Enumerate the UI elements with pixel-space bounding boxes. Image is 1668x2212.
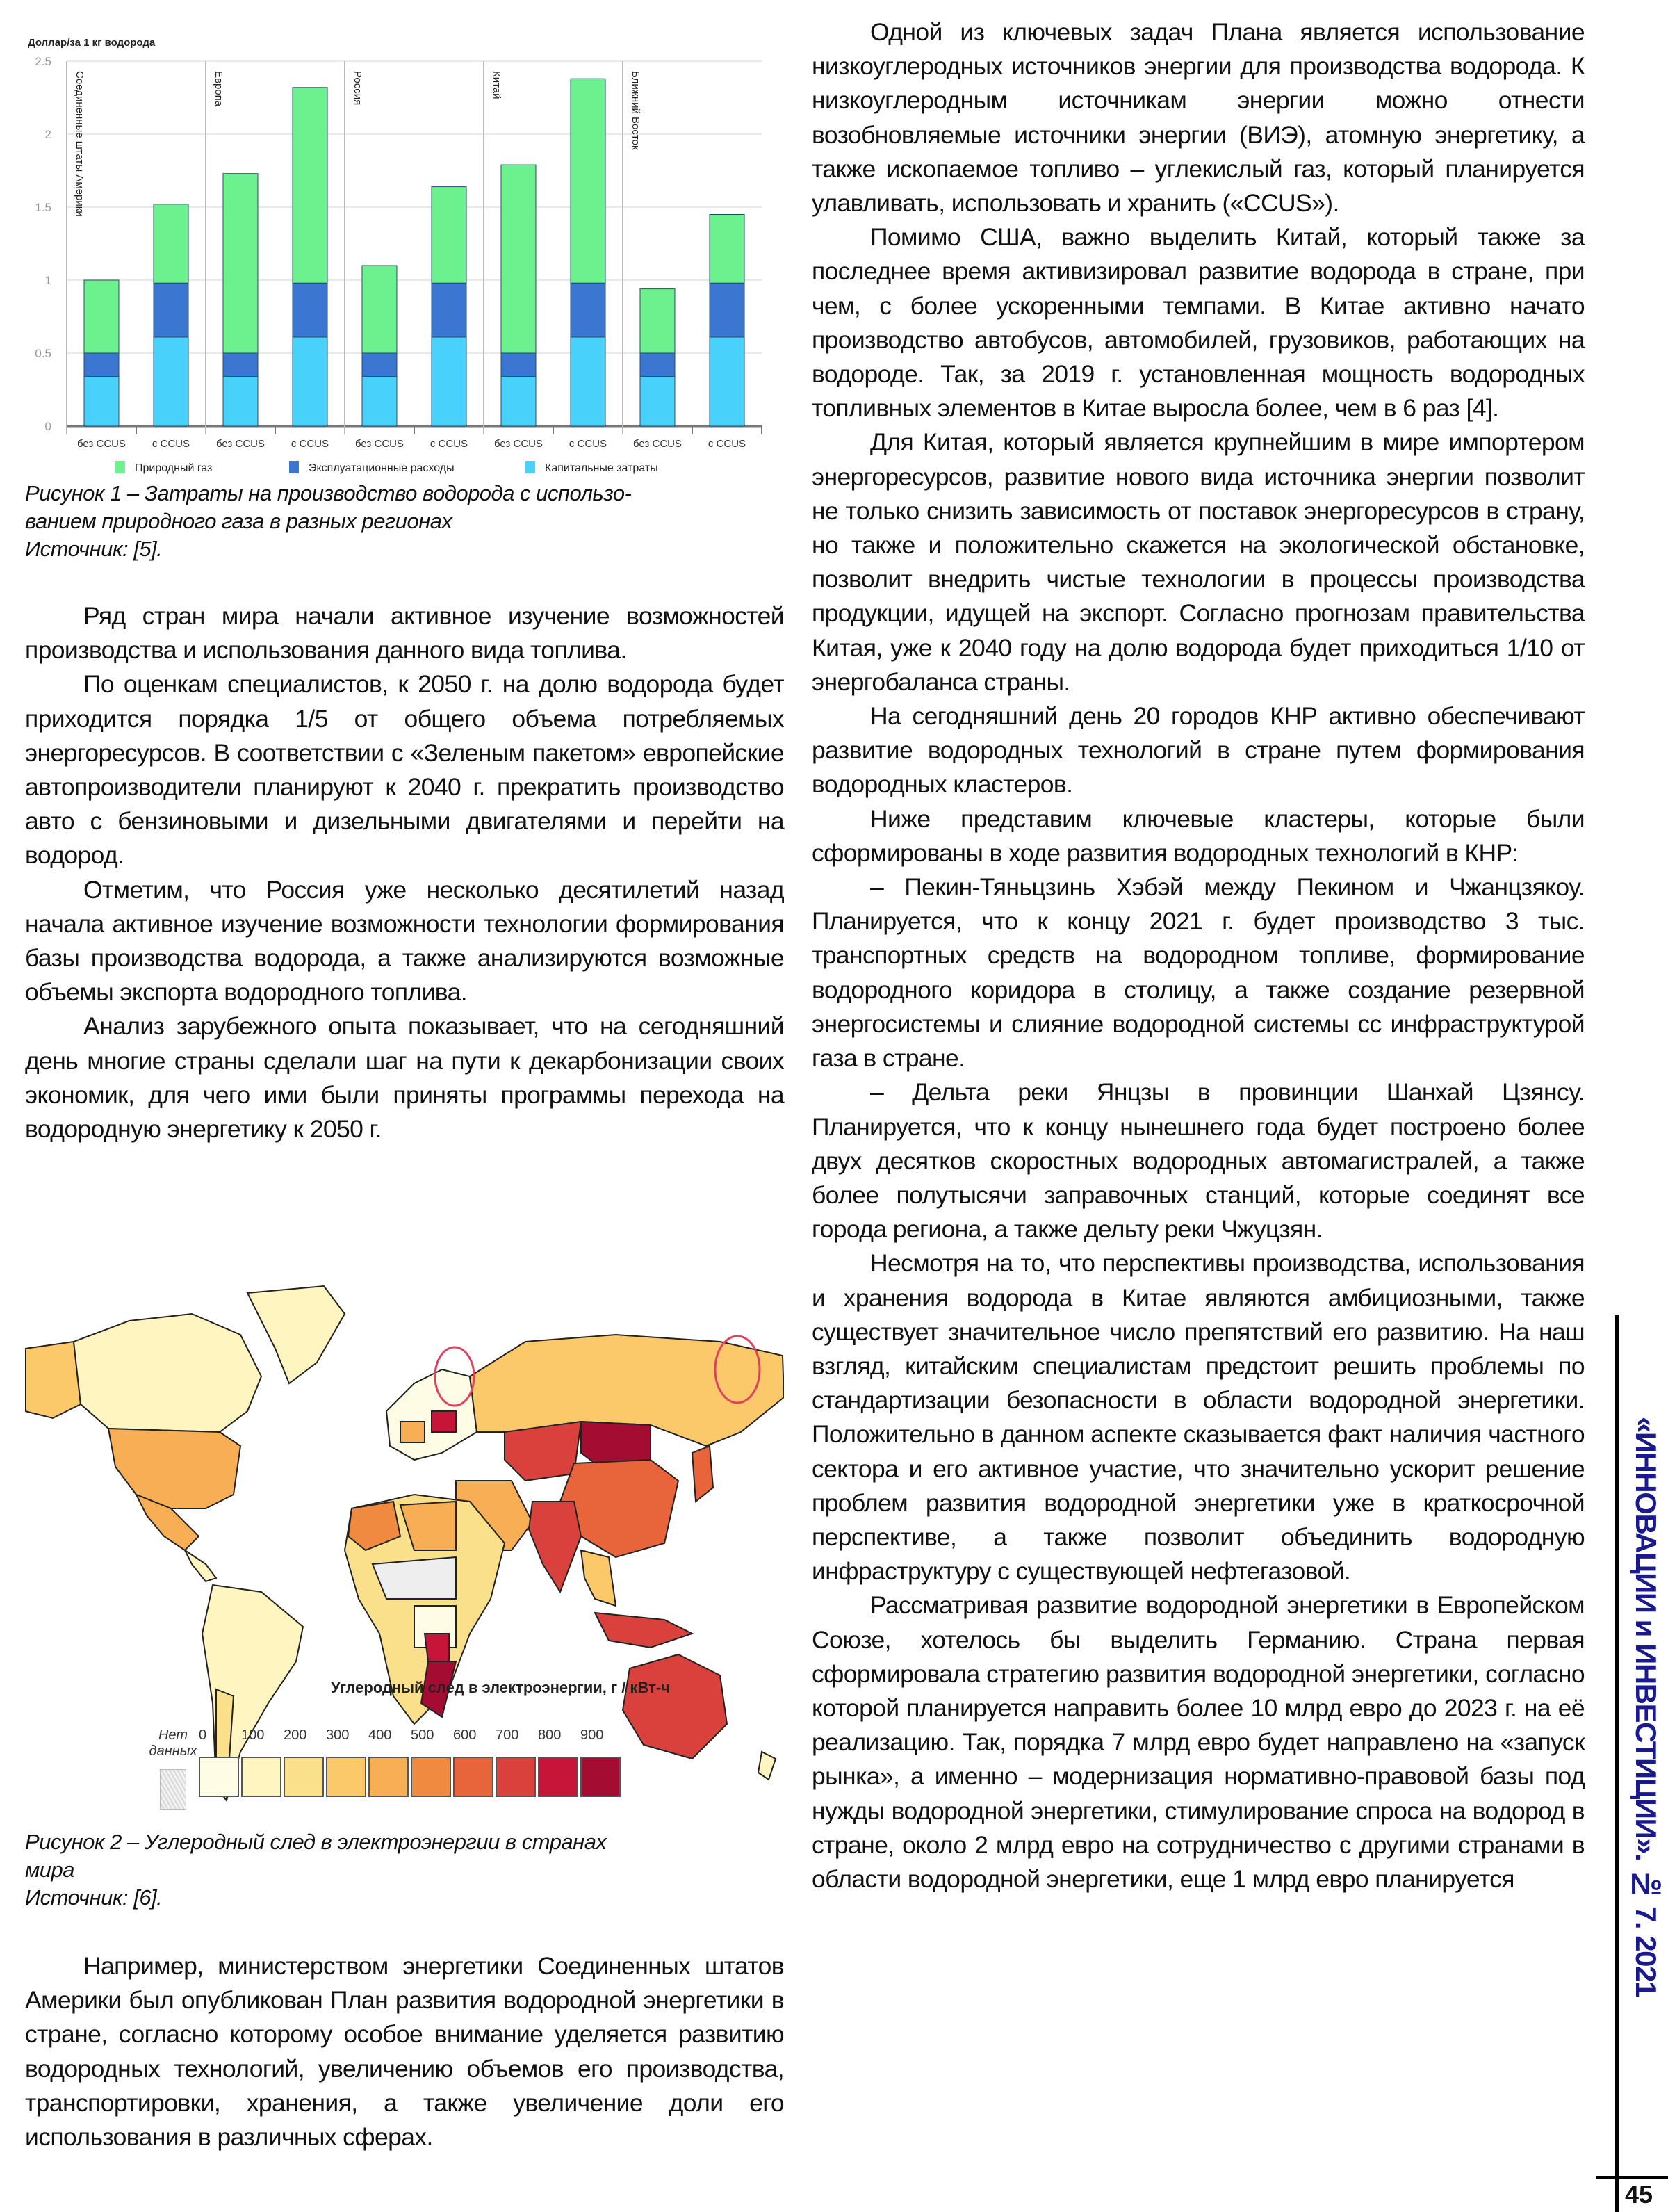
bar-segment [710, 283, 744, 337]
bar-segment [223, 377, 258, 426]
bar-segment [710, 337, 744, 426]
x-tick-label: с CCUS [430, 438, 468, 450]
paragraph: Ниже представим ключевые кластеры, которые были сформированы в ходе развития водородных технологий в КНР: [812, 804, 1585, 867]
legend-bin [411, 1727, 450, 1797]
legend-bin-swatch [538, 1757, 578, 1797]
bar-segment [571, 337, 605, 426]
bar-segment [571, 283, 605, 337]
legend-swatch [525, 461, 535, 473]
legend-bin [538, 1727, 577, 1797]
bar-segment [84, 353, 119, 377]
figure-2-source: Источник: [6]. [25, 1885, 163, 1910]
paragraph: Анализ зарубежного опыта показывает, что на сегодняшний день многие страны сделали шаг на пути к декарбонизации своих экономик, для чего ими были приняты программы перехода на водородную энергетику к 2050 г. [25, 1012, 784, 1144]
right-column [812, 15, 1585, 1896]
bar-segment [501, 353, 536, 377]
legend-bin-swatch [453, 1757, 493, 1797]
x-tick-label: с CCUS [152, 438, 190, 450]
bar-segment [84, 280, 119, 353]
legend-bin-swatch [368, 1757, 409, 1797]
legend-bin-swatch [241, 1757, 281, 1797]
bar-segment [362, 353, 397, 377]
bar-segment [640, 353, 675, 377]
y-tick-label: 0.5 [35, 347, 51, 360]
map-land [25, 1286, 784, 1800]
legend-bin [368, 1727, 407, 1797]
legend-bin-label: 900 [580, 1727, 604, 1743]
list-item: – Дельта реки Янцзы в провинции Шанхай Цзянсу. Планируется, что к концу нынешнего года будет построено более двух десятков скоростных водородных автомагистралей, а также более полутысячи заправочных станций, которые соединят все города региона, а также дельту реки Чжуцзян. [812, 1078, 1585, 1244]
paragraph: По оценкам специалистов, к 2050 г. на долю водорода будет приходится порядка 1/5 от общего объема потребляемых энергоресурсов. В соответствии с «Зеленым пакетом» европейские автопроизводители планируют к 2040 г. прекратить производство авто с бензиновыми и дизельными двигателями и перейти на водород. [25, 670, 784, 870]
region-label: Европа [213, 71, 224, 107]
bar-segment [293, 337, 327, 426]
figure-1-chart [25, 35, 784, 480]
legend-bin [241, 1727, 280, 1797]
region-label: Соединенные штаты Америки [74, 71, 85, 217]
bar-segment [154, 204, 188, 283]
bar-segment [432, 283, 466, 337]
map-legend [129, 1727, 755, 1804]
legend-bin-label: 500 [411, 1727, 434, 1743]
legend-no-data [142, 1727, 204, 1810]
y-tick-label: 0 [44, 420, 51, 433]
figure-1-caption-line-1: Рисунок 1 – Затраты на производство водорода с использо- [25, 481, 632, 505]
paragraph: Рассматривая развитие водородной энергетики в Европейском Союзе, хотелось бы выделить Германию. Страна первая сформировала стратегию развития водородной энергетики, согласно которой планируется направить более 10 млрд евро до 2023 г. на её реализацию. Так, порядка 7 млрд евро будет направлено на «запуск рынка», а именно – модернизация нормативно-правовой базы под нужды водородной энергетики, стимулирование спроса на водород в стране, около 2 млрд евро на сотрудничество с другими странами в области водородной энергетики, еще 1 млрд евро планируется [812, 1591, 1585, 1893]
bar-segment [293, 88, 327, 283]
legend-bin-label: 300 [326, 1727, 350, 1743]
bar-segment [640, 289, 675, 353]
left-text-block-2 [25, 1949, 784, 2154]
bar-segment [501, 165, 536, 353]
left-column [25, 0, 784, 2212]
list-item: – Пекин-Тяньцзинь Хэбэй между Пекином и Чжанцзякоу. Планируется, что к концу 2021 г. будет производство 3 тыс. транспортных средств на водородном топливе, формирование водородного коридора в столицу, а также создание резервной энергосистемы и слияние водородной системы сс инфраструктурой газа в стране. [812, 873, 1585, 1073]
paragraph: Помимо США, важно выделить Китай, который также за последнее время активизировал развитие водорода в стране, при чем, с более ускоренными темпами. В Китае активно начато производство автобусов, автомобилей, грузовиков, работающих на водороде. Так, за 2019 г. установленная мощность водородных топливных элементов в Китае выросла более, чем в 6 раз [4]. [812, 223, 1585, 423]
paragraph: Отметим, что Россия уже несколько десятилетий назад начала активное изучение возможности технологии формирования базы производства водорода, а также анализируются возможные объемы экспорта водородного топлива. [25, 875, 784, 1007]
region-label: Китай [491, 71, 502, 99]
bar-segment [154, 283, 188, 337]
legend-bin [496, 1727, 534, 1797]
legend-bin [453, 1727, 492, 1797]
legend-bin [580, 1727, 619, 1797]
legend-bin [284, 1727, 322, 1797]
bar-segment [571, 79, 605, 283]
paragraph: Ряд стран мира начали активное изучение возможностей производства и использования данного вида топлива. [25, 602, 784, 665]
figure-1-caption [25, 480, 784, 563]
figure-2-caption-line-1: Рисунок 2 – Углеродный след в электроэнергии в странах [25, 1830, 607, 1854]
paragraph: Одной из ключевых задач Плана является использование низкоуглеродных источников энергии для производства водорода. К низкоуглеродным источникам энергии можно отнести возобновляемые источники энергии (ВИЭ), атомную энергетику, а также ископаемое топливо – углекислый газ, который планируется улавливать, использовать и хранить («CCUS»). [812, 18, 1585, 218]
paragraph: Для Китая, который является крупнейшим в мире импортером энергоресурсов, развитие нового вида источника энергии позволит не только снизить зависимость от поставок энергоресурсов в страну, но также и положительно скажется на экологической обстановке, позволит внедрить чистые технологии в процессы производства продукции, идущей на экспорт. Согласно прогнозам правительства Китая, уже к 2040 году на долю водорода будет приходиться 1/10 от энергобаланса страны. [812, 428, 1585, 696]
map-legend-title: Углеродный след в электроэнергии, г / кВт-ч [331, 1679, 670, 1696]
journal-title-text: «ИННОВАЦИИ и ИНВЕСТИЦИИ». № 7. 2021 [1630, 1417, 1662, 1997]
legend-bin [199, 1727, 238, 1797]
paragraph: Например, министерством энергетики Соединенных штатов Америки был опубликован План развития водородной энергетики в стране, согласно которому особое внимание уделяется развитию водородных технологий, увеличению объемов его производства, транспортировки, хранения, а также увеличение доли его использования в различных сферах. [25, 1952, 784, 2152]
legend-bin-label: 100 [241, 1727, 265, 1743]
bar-segment [640, 377, 675, 426]
legend-bin-label: 400 [368, 1727, 392, 1743]
region-label: Россия [352, 71, 363, 106]
legend-bin-label: 600 [453, 1727, 477, 1743]
bar-segment [293, 283, 327, 337]
legend-label: Капитальные затраты [545, 462, 658, 474]
bar-segment [432, 187, 466, 284]
y-tick-label: 2.5 [35, 55, 51, 68]
bar-segment [362, 266, 397, 353]
legend-bin-swatch [411, 1757, 451, 1797]
figure-1-source: Источник: [5]. [25, 537, 163, 561]
page-number: 45 [1625, 2180, 1653, 2209]
paragraph: Несмотря на то, что перспективы производства, использования и хранения водорода в Китае являются амбициозными, также существует значительное число препятствий его развитию. На наш взгляд, китайским специалистам предстоит решить проблемы по стандартизации безопасности в области водородной энергетики. Положительно в данном аспекте сказывается факт наличия частного сектора и его активное участие, что значительно ускорит решение проблем развития водородной энергетики уже в краткосрочной перспективе, а также позволит объединить водородную инфраструктуру с существующей нефтегазовой. [812, 1249, 1585, 1586]
x-tick-label: без CCUS [216, 438, 265, 450]
legend-bin-label: 200 [284, 1727, 307, 1743]
bar-segment [362, 377, 397, 426]
bar-segment [154, 337, 188, 426]
legend-bin-label: 0 [199, 1727, 207, 1743]
x-tick-label: без CCUS [633, 438, 682, 450]
bar-segment [223, 353, 258, 377]
x-tick-label: с CCUS [291, 438, 329, 450]
x-tick-label: с CCUS [569, 438, 607, 450]
figure-2-caption [25, 1828, 784, 1912]
bar-segment [710, 215, 744, 284]
bar-segment [501, 377, 536, 426]
legend-no-data-swatch [160, 1769, 186, 1810]
legend-bin-swatch [284, 1757, 324, 1797]
stacked-bar-chart [25, 35, 784, 480]
y-tick-label: 1.5 [35, 201, 51, 214]
legend-bin-label: 700 [496, 1727, 519, 1743]
x-tick-label: с CCUS [708, 438, 746, 450]
sidebar-rule [1615, 1315, 1619, 2212]
left-text-block-1 [25, 599, 784, 1146]
x-tick-label: без CCUS [77, 438, 126, 450]
region-label: Ближний Восток [630, 71, 641, 150]
y-tick-label: 2 [44, 128, 51, 141]
legend-no-data-label: Нет данных [149, 1727, 197, 1759]
legend-bin-swatch [580, 1757, 621, 1797]
figure-1-caption-line-2: ванием природного газа в разных регионах [25, 509, 452, 533]
y-tick-label: 1 [44, 274, 51, 287]
legend-bin [326, 1727, 365, 1797]
legend-bin-swatch [496, 1757, 536, 1797]
y-axis-title: Доллар/за 1 кг водорода [28, 37, 156, 49]
figure-2-caption-line-2: мира [25, 1857, 74, 1882]
bar-segment [223, 174, 258, 353]
legend-bin-swatch [199, 1757, 239, 1797]
legend-swatch [289, 461, 299, 473]
x-tick-label: без CCUS [355, 438, 404, 450]
bar-segment [432, 337, 466, 426]
legend-bin-swatch [326, 1757, 366, 1797]
legend-bins [199, 1727, 755, 1804]
legend-bin-label: 800 [538, 1727, 562, 1743]
legend-swatch [115, 461, 125, 473]
paragraph: На сегодняшний день 20 городов КНР активно обеспечивают развитие водородных технологий в стране путем формирования водородных кластеров. [812, 702, 1585, 799]
bar-segment [84, 377, 119, 426]
legend-label: Природный газ [135, 462, 213, 474]
figure-2-map [25, 1272, 784, 1800]
legend-label: Эксплуатационные расходы [309, 462, 455, 474]
journal-title [1625, 1352, 1667, 2061]
x-tick-label: без CCUS [494, 438, 543, 450]
page-number-rule [1596, 2176, 1668, 2179]
